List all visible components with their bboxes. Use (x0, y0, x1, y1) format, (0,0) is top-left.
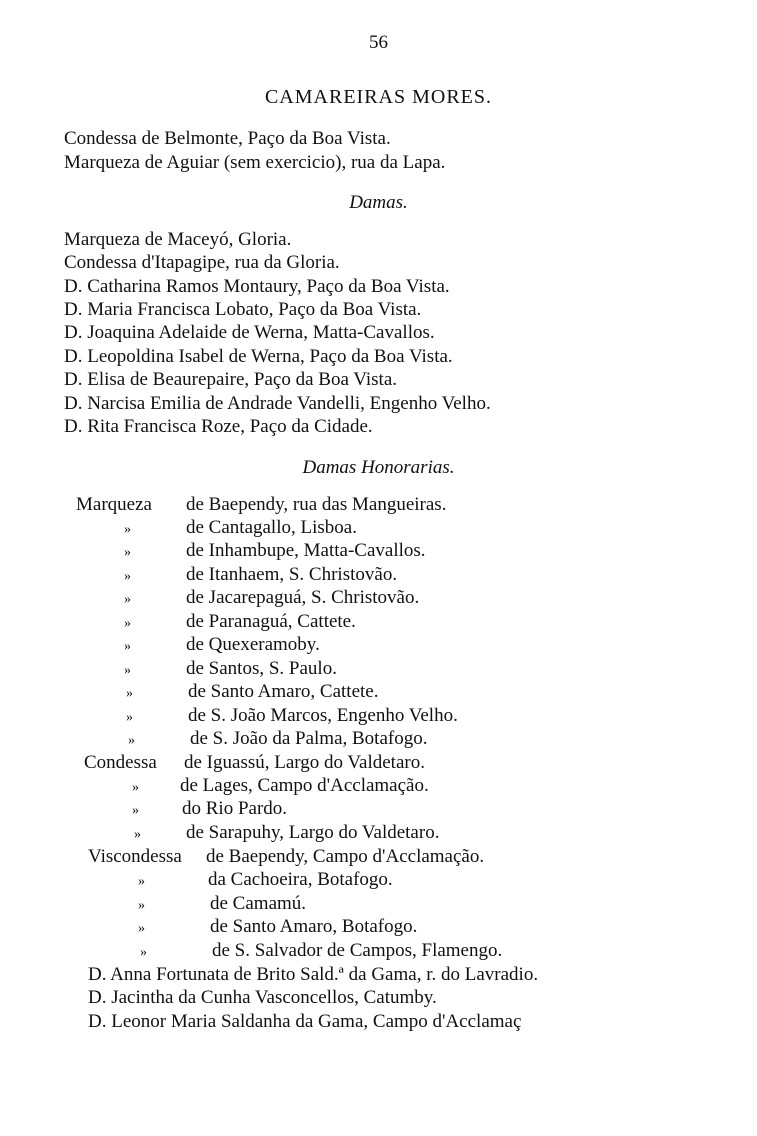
dama-line: Condessa d'Itapagipe, rua da Gloria. (64, 252, 340, 273)
ditto-mark: » (138, 921, 145, 936)
ditto-mark: » (126, 686, 133, 701)
marqueza-entry: de Inhambupe, Matta-Cavallos. (186, 540, 426, 561)
ditto-mark: » (134, 827, 141, 842)
marqueza-entry: de Santo Amaro, Cattete. (188, 681, 379, 702)
condessa-entry: de Lages, Campo d'Acclamação. (180, 775, 429, 796)
marqueza-label: Marqueza (76, 494, 152, 515)
ditto-mark: » (126, 710, 133, 725)
dona-line: D. Leonor Maria Saldanha da Gama, Campo d'Acclamaç (88, 1011, 522, 1032)
condessa-entry: de Iguassú, Largo do Valdetaro. (184, 752, 425, 773)
dama-line: D. Catharina Ramos Montaury, Paço da Boa Vista. (64, 276, 450, 297)
marqueza-entry: de Cantagallo, Lisboa. (186, 517, 357, 538)
marqueza-entry: de Baependy, rua das Mangueiras. (186, 494, 447, 515)
dama-line: D. Rita Francisca Roze, Paço da Cidade. (64, 416, 373, 437)
dama-line: D. Elisa de Beaurepaire, Paço da Boa Vista. (64, 369, 398, 390)
ditto-mark: » (128, 733, 135, 748)
page-number: 56 (369, 32, 388, 53)
ditto-mark: » (138, 874, 145, 889)
viscondessa-entry: de Baependy, Campo d'Acclamação. (206, 846, 485, 867)
viscondessa-entry: de Camamú. (210, 893, 307, 914)
ditto-mark: » (132, 803, 139, 818)
ditto-mark: » (124, 522, 131, 537)
ditto-mark: » (124, 616, 131, 631)
marqueza-entry: de Jacarepaguá, S. Christovão. (186, 587, 420, 608)
marqueza-entry: de Itanhaem, S. Christovão. (186, 564, 398, 585)
camareira-line: Condessa de Belmonte, Paço da Boa Vista. (64, 128, 391, 149)
marqueza-entry: de Quexeramoby. (186, 634, 320, 655)
ditto-mark: » (124, 639, 131, 654)
dama-line: Marqueza de Maceyó, Gloria. (64, 229, 292, 250)
ditto-mark: » (124, 545, 131, 560)
dona-line: D. Jacintha da Cunha Vasconcellos, Catumby. (88, 987, 437, 1008)
ditto-mark: » (132, 780, 139, 795)
ditto-mark: » (124, 592, 131, 607)
marqueza-entry: de S. João Marcos, Engenho Velho. (188, 705, 458, 726)
viscondessa-label: Viscondessa (88, 846, 182, 867)
section-title: CAMAREIRAS MORES. (264, 86, 493, 108)
ditto-mark: » (124, 569, 131, 584)
viscondessa-entry: de S. Salvador de Campos, Flamengo. (212, 940, 503, 961)
dama-line: D. Joaquina Adelaide de Werna, Matta-Cavallos. (64, 322, 435, 343)
ditto-mark: » (140, 945, 147, 960)
condessa-label: Condessa (84, 752, 157, 773)
camareira-line: Marqueza de Aguiar (sem exercicio), rua da Lapa. (64, 152, 446, 173)
condessa-entry: do Rio Pardo. (182, 798, 288, 819)
dama-line: D. Narcisa Emilia de Andrade Vandelli, Engenho Velho. (64, 393, 491, 414)
ditto-mark: » (124, 663, 131, 678)
viscondessa-entry: de Santo Amaro, Botafogo. (210, 916, 418, 937)
condessa-entry: de Sarapuhy, Largo do Valdetaro. (186, 822, 440, 843)
ditto-mark: » (138, 898, 145, 913)
marqueza-entry: de Santos, S. Paulo. (186, 658, 337, 679)
marqueza-entry: de Paranaguá, Cattete. (186, 611, 356, 632)
honorarias-heading: Damas Honorarias. (302, 457, 455, 478)
damas-heading: Damas. (349, 192, 408, 213)
viscondessa-entry: da Cachoeira, Botafogo. (208, 869, 393, 890)
marqueza-entry: de S. João da Palma, Botafogo. (190, 728, 428, 749)
dama-line: D. Maria Francisca Lobato, Paço da Boa Vista. (64, 299, 422, 320)
dama-line: D. Leopoldina Isabel de Werna, Paço da Boa Vista. (64, 346, 453, 367)
dona-line: D. Anna Fortunata de Brito Sald.ª da Gama, r. do Lavradio. (88, 964, 539, 985)
